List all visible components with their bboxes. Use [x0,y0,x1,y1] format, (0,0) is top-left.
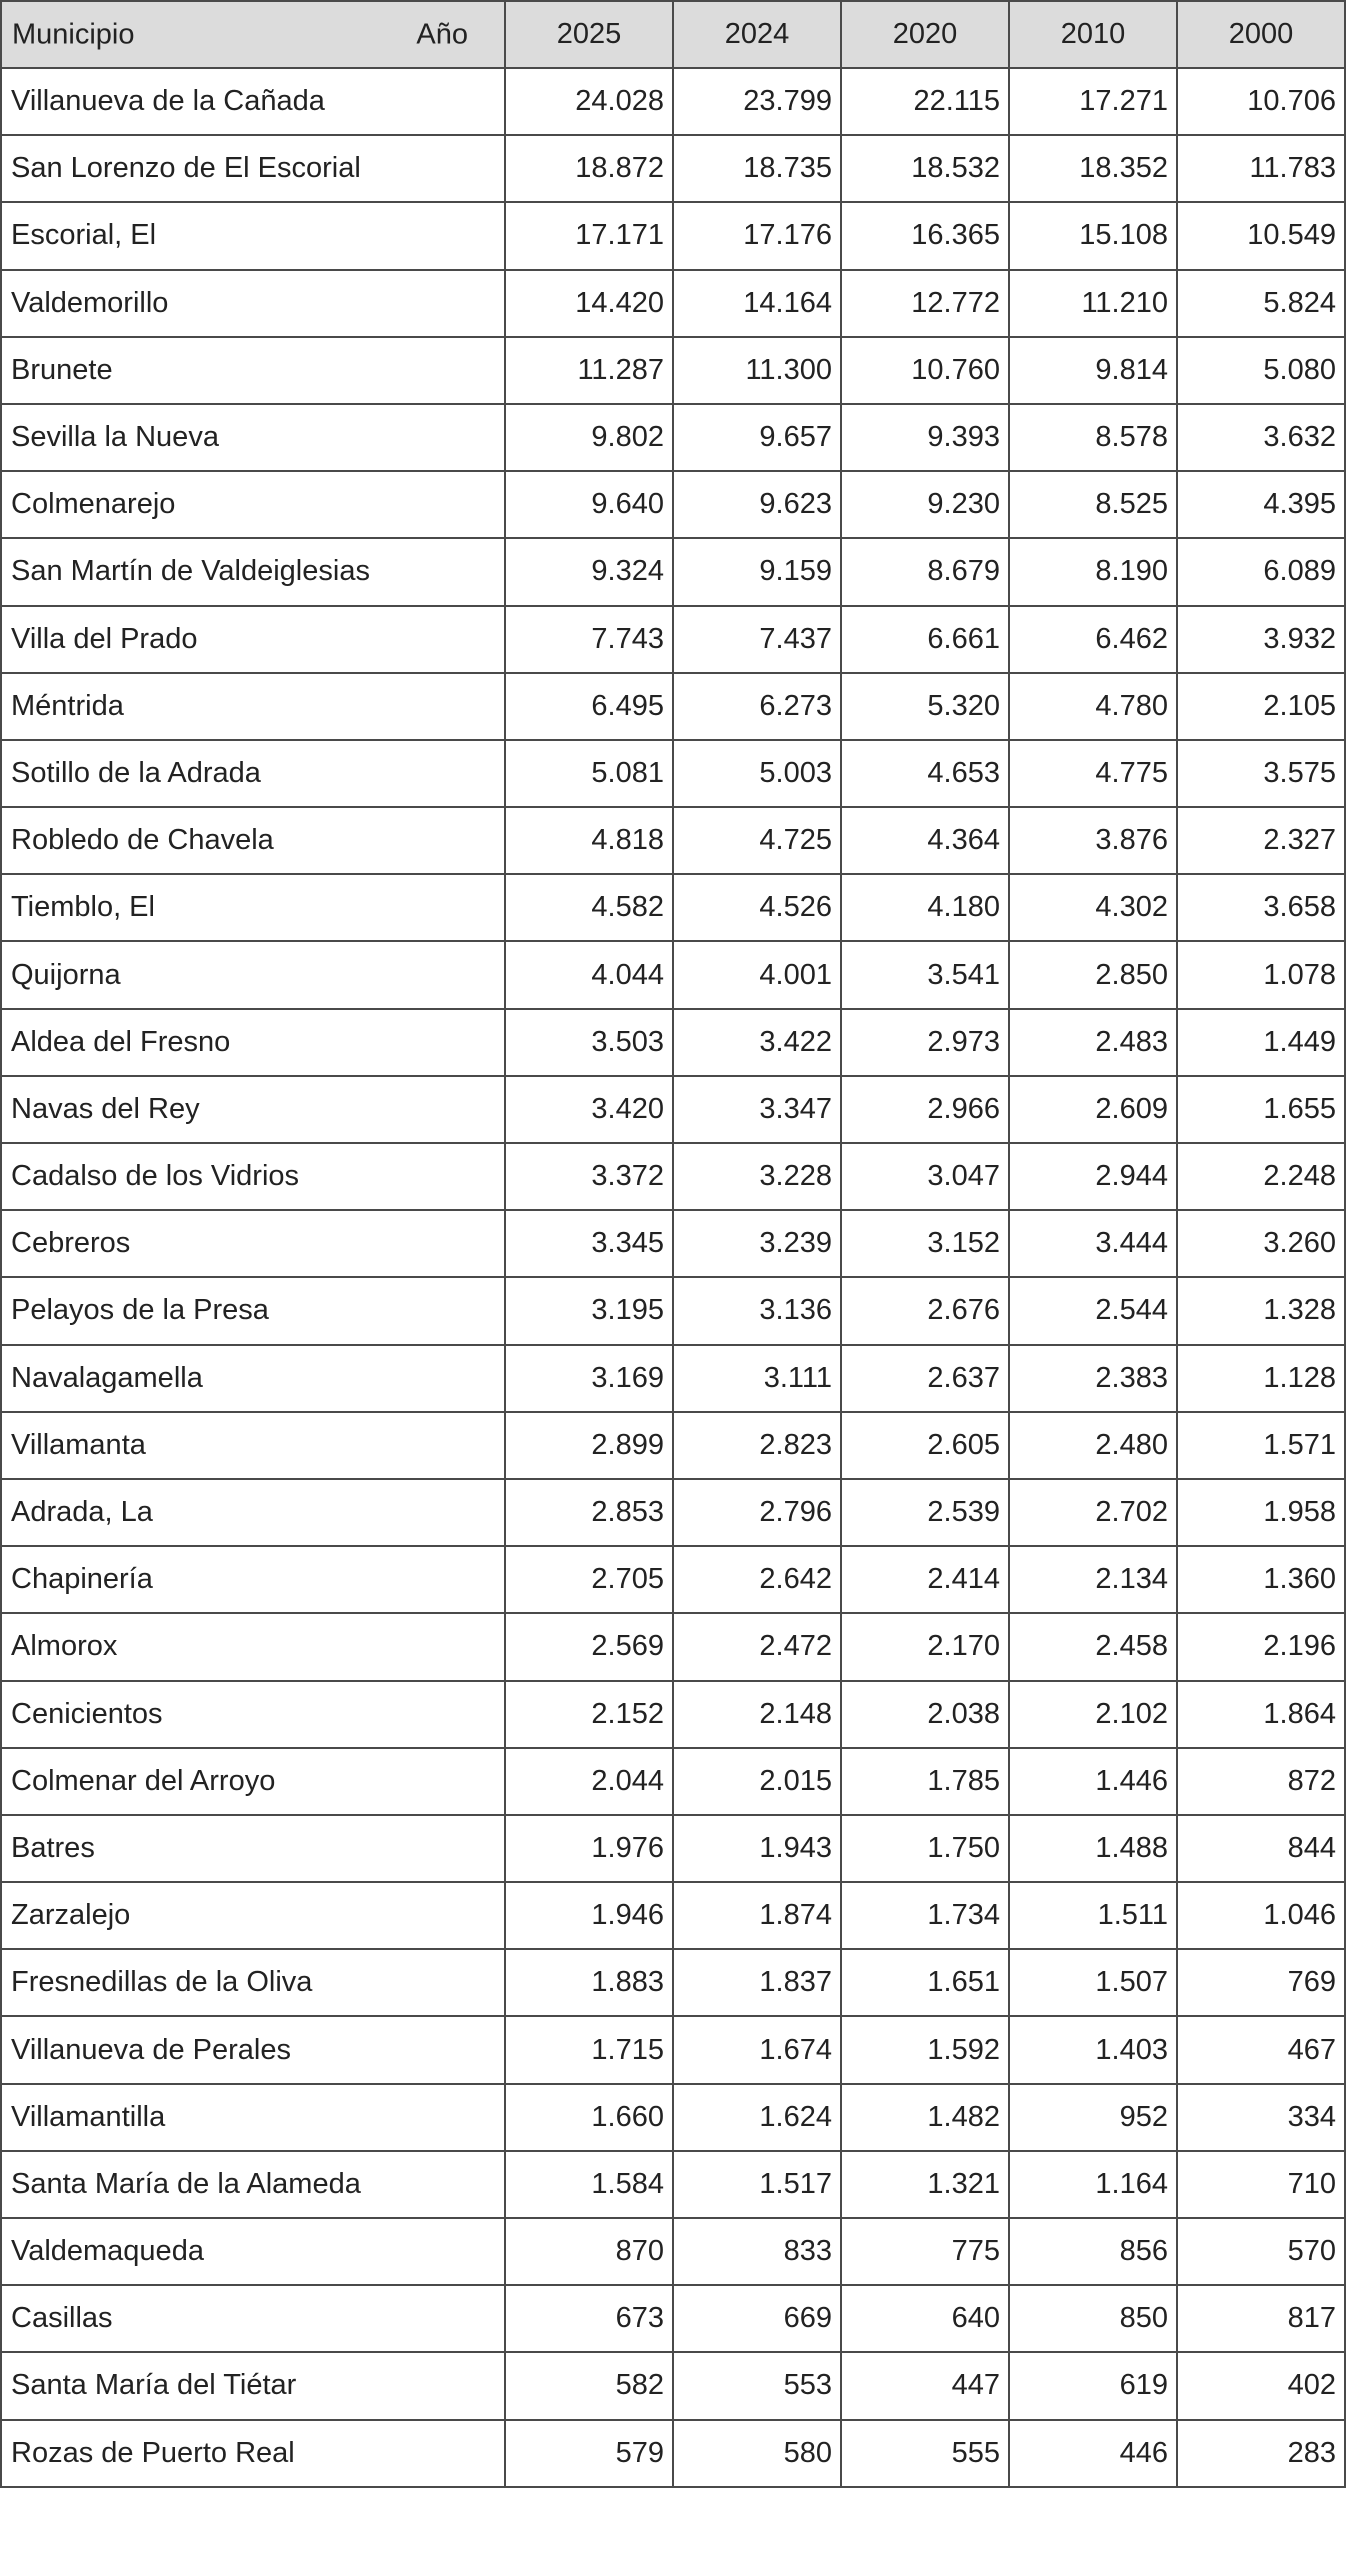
population-cell-2020: 4.653 [841,740,1009,807]
population-cell-2025: 6.495 [505,673,673,740]
population-cell-2025: 1.976 [505,1815,673,1882]
population-cell-2000: 283 [1177,2420,1345,2487]
municipio-name-cell: Cadalso de los Vidrios [1,1143,505,1210]
header-year-2020: 2020 [841,1,1009,68]
municipio-name-cell: Santa María del Tiétar [1,2352,505,2419]
municipio-name-cell: Valdemaqueda [1,2218,505,2285]
population-cell-2025: 2.853 [505,1479,673,1546]
header-year-2000: 2000 [1177,1,1345,68]
population-cell-2025: 3.503 [505,1009,673,1076]
population-cell-2000: 5.824 [1177,270,1345,337]
population-cell-2020: 2.966 [841,1076,1009,1143]
population-cell-2010: 2.483 [1009,1009,1177,1076]
population-cell-2020: 1.482 [841,2084,1009,2151]
population-cell-2010: 4.302 [1009,874,1177,941]
population-cell-2020: 12.772 [841,270,1009,337]
table-row [1,1479,1345,1546]
population-cell-2024: 4.526 [673,874,841,941]
population-cell-2020: 5.320 [841,673,1009,740]
municipio-name-cell: Sevilla la Nueva [1,404,505,471]
population-cell-2024: 1.624 [673,2084,841,2151]
population-cell-2025: 2.152 [505,1681,673,1748]
population-cell-2024: 580 [673,2420,841,2487]
population-cell-2024: 14.164 [673,270,841,337]
population-cell-2024: 2.472 [673,1613,841,1680]
table-row [1,1143,1345,1210]
table-row [1,135,1345,202]
population-cell-2024: 669 [673,2285,841,2352]
population-cell-2025: 579 [505,2420,673,2487]
population-cell-2024: 11.300 [673,337,841,404]
population-cell-2020: 2.676 [841,1277,1009,1344]
population-cell-2000: 570 [1177,2218,1345,2285]
population-cell-2010: 2.944 [1009,1143,1177,1210]
population-cell-2000: 1.655 [1177,1076,1345,1143]
population-cell-2020: 1.734 [841,1882,1009,1949]
population-cell-2020: 22.115 [841,68,1009,135]
population-cell-2024: 18.735 [673,135,841,202]
population-cell-2020: 2.038 [841,1681,1009,1748]
population-cell-2024: 833 [673,2218,841,2285]
population-cell-2025: 9.802 [505,404,673,471]
population-cell-2000: 2.327 [1177,807,1345,874]
population-cell-2010: 18.352 [1009,135,1177,202]
population-cell-2025: 7.743 [505,606,673,673]
population-cell-2025: 4.818 [505,807,673,874]
population-cell-2010: 15.108 [1009,202,1177,269]
municipio-name-cell: San Martín de Valdeiglesias [1,538,505,605]
population-cell-2010: 856 [1009,2218,1177,2285]
population-cell-2020: 1.321 [841,2151,1009,2218]
population-cell-2025: 24.028 [505,68,673,135]
population-cell-2010: 2.609 [1009,1076,1177,1143]
table-row [1,2016,1345,2083]
table-row [1,2352,1345,2419]
municipio-name-cell: Fresnedillas de la Oliva [1,1949,505,2016]
population-cell-2024: 9.623 [673,471,841,538]
population-cell-2010: 8.190 [1009,538,1177,605]
population-cell-2025: 3.420 [505,1076,673,1143]
population-cell-2020: 2.414 [841,1546,1009,1613]
population-cell-2000: 4.395 [1177,471,1345,538]
population-cell-2000: 3.575 [1177,740,1345,807]
population-cell-2025: 2.705 [505,1546,673,1613]
population-cell-2024: 9.159 [673,538,841,605]
table-row [1,807,1345,874]
population-cell-2010: 2.134 [1009,1546,1177,1613]
population-cell-2000: 710 [1177,2151,1345,2218]
table-row [1,471,1345,538]
municipio-name-cell: Adrada, La [1,1479,505,1546]
population-cell-2000: 3.632 [1177,404,1345,471]
population-cell-2025: 9.640 [505,471,673,538]
table-header-row [1,1,1345,68]
municipio-name-cell: Pelayos de la Presa [1,1277,505,1344]
table-row [1,673,1345,740]
municipio-name-cell: Robledo de Chavela [1,807,505,874]
population-cell-2010: 1.164 [1009,2151,1177,2218]
population-cell-2000: 817 [1177,2285,1345,2352]
table-row [1,1815,1345,1882]
table-row [1,337,1345,404]
municipio-name-cell: Quijorna [1,941,505,1008]
population-cell-2025: 2.569 [505,1613,673,1680]
population-cell-2010: 3.444 [1009,1210,1177,1277]
table-row [1,1613,1345,1680]
table-row [1,2420,1345,2487]
table-row [1,606,1345,673]
population-cell-2020: 9.393 [841,404,1009,471]
table-row [1,1546,1345,1613]
municipio-name-cell: Tiemblo, El [1,874,505,941]
population-cell-2000: 769 [1177,1949,1345,2016]
population-cell-2025: 1.883 [505,1949,673,2016]
table-row [1,68,1345,135]
municipio-name-cell: Aldea del Fresno [1,1009,505,1076]
population-cell-2000: 872 [1177,1748,1345,1815]
population-cell-2000: 6.089 [1177,538,1345,605]
population-cell-2025: 2.899 [505,1412,673,1479]
population-cell-2000: 2.248 [1177,1143,1345,1210]
population-cell-2010: 4.775 [1009,740,1177,807]
population-cell-2024: 1.674 [673,2016,841,2083]
population-cell-2010: 446 [1009,2420,1177,2487]
population-cell-2025: 11.287 [505,337,673,404]
population-cell-2024: 5.003 [673,740,841,807]
header-municipio-label: Municipio [12,18,135,50]
municipio-name-cell: Chapinería [1,1546,505,1613]
municipio-name-cell: San Lorenzo de El Escorial [1,135,505,202]
population-cell-2024: 3.422 [673,1009,841,1076]
population-cell-2024: 3.111 [673,1345,841,1412]
population-cell-2000: 467 [1177,2016,1345,2083]
population-cell-2025: 3.345 [505,1210,673,1277]
table-row [1,1882,1345,1949]
table-row [1,1345,1345,1412]
population-cell-2000: 10.706 [1177,68,1345,135]
population-cell-2010: 1.507 [1009,1949,1177,2016]
table-row [1,270,1345,337]
table-row [1,2285,1345,2352]
population-cell-2010: 3.876 [1009,807,1177,874]
table-row [1,1076,1345,1143]
header-year-2024: 2024 [673,1,841,68]
population-cell-2020: 3.047 [841,1143,1009,1210]
population-cell-2024: 3.136 [673,1277,841,1344]
population-cell-2020: 3.541 [841,941,1009,1008]
population-cell-2000: 3.932 [1177,606,1345,673]
table-row [1,2151,1345,2218]
population-cell-2025: 870 [505,2218,673,2285]
municipio-name-cell: Rozas de Puerto Real [1,2420,505,2487]
municipio-name-cell: Sotillo de la Adrada [1,740,505,807]
population-cell-2020: 8.679 [841,538,1009,605]
population-cell-2024: 3.239 [673,1210,841,1277]
population-cell-2000: 1.864 [1177,1681,1345,1748]
table-row [1,1681,1345,1748]
population-cell-2024: 2.148 [673,1681,841,1748]
population-cell-2000: 1.128 [1177,1345,1345,1412]
population-cell-2025: 14.420 [505,270,673,337]
population-cell-2025: 1.715 [505,2016,673,2083]
municipio-name-cell: Cenicientos [1,1681,505,1748]
population-cell-2010: 952 [1009,2084,1177,2151]
population-cell-2024: 2.015 [673,1748,841,1815]
population-cell-2010: 8.578 [1009,404,1177,471]
population-cell-2010: 4.780 [1009,673,1177,740]
population-cell-2010: 2.458 [1009,1613,1177,1680]
table-row [1,2218,1345,2285]
population-cell-2010: 2.383 [1009,1345,1177,1412]
population-cell-2024: 9.657 [673,404,841,471]
population-cell-2010: 6.462 [1009,606,1177,673]
population-cell-2020: 1.592 [841,2016,1009,2083]
population-cell-2010: 850 [1009,2285,1177,2352]
municipio-name-cell: Colmenar del Arroyo [1,1748,505,1815]
population-cell-2025: 17.171 [505,202,673,269]
population-cell-2000: 334 [1177,2084,1345,2151]
population-cell-2020: 9.230 [841,471,1009,538]
population-cell-2020: 10.760 [841,337,1009,404]
population-cell-2020: 2.637 [841,1345,1009,1412]
population-cell-2020: 2.605 [841,1412,1009,1479]
population-cell-2000: 1.958 [1177,1479,1345,1546]
population-cell-2025: 1.584 [505,2151,673,2218]
population-cell-2025: 1.946 [505,1882,673,1949]
population-cell-2010: 2.480 [1009,1412,1177,1479]
population-cell-2024: 1.943 [673,1815,841,1882]
header-year-2010: 2010 [1009,1,1177,68]
population-cell-2020: 2.170 [841,1613,1009,1680]
population-cell-2010: 619 [1009,2352,1177,2419]
population-cell-2025: 3.195 [505,1277,673,1344]
population-cell-2025: 3.169 [505,1345,673,1412]
table-row [1,1277,1345,1344]
population-cell-2025: 2.044 [505,1748,673,1815]
population-cell-2024: 17.176 [673,202,841,269]
table-row [1,538,1345,605]
municipio-name-cell: Cebreros [1,1210,505,1277]
population-cell-2010: 2.702 [1009,1479,1177,1546]
municipio-name-cell: Villanueva de Perales [1,2016,505,2083]
population-cell-2020: 775 [841,2218,1009,2285]
table-row [1,740,1345,807]
population-cell-2025: 582 [505,2352,673,2419]
population-cell-2010: 1.488 [1009,1815,1177,1882]
municipio-name-cell: Batres [1,1815,505,1882]
population-cell-2020: 555 [841,2420,1009,2487]
population-cell-2025: 673 [505,2285,673,2352]
table-row [1,2084,1345,2151]
population-cell-2025: 18.872 [505,135,673,202]
population-cell-2024: 2.642 [673,1546,841,1613]
population-cell-2024: 3.228 [673,1143,841,1210]
population-cell-2025: 4.044 [505,941,673,1008]
population-cell-2020: 16.365 [841,202,1009,269]
population-cell-2020: 640 [841,2285,1009,2352]
population-cell-2020: 4.180 [841,874,1009,941]
population-cell-2000: 11.783 [1177,135,1345,202]
municipio-name-cell: Villamantilla [1,2084,505,2151]
table-row [1,1009,1345,1076]
municipio-name-cell: Villa del Prado [1,606,505,673]
population-cell-2000: 1.328 [1177,1277,1345,1344]
population-cell-2020: 2.973 [841,1009,1009,1076]
population-cell-2000: 1.046 [1177,1882,1345,1949]
population-cell-2020: 1.651 [841,1949,1009,2016]
population-cell-2000: 10.549 [1177,202,1345,269]
population-cell-2000: 402 [1177,2352,1345,2419]
population-cell-2010: 2.850 [1009,941,1177,1008]
municipio-name-cell: Almorox [1,1613,505,1680]
population-cell-2020: 6.661 [841,606,1009,673]
population-cell-2000: 844 [1177,1815,1345,1882]
population-cell-2000: 1.571 [1177,1412,1345,1479]
table-row [1,1210,1345,1277]
population-cell-2020: 1.785 [841,1748,1009,1815]
population-cell-2020: 447 [841,2352,1009,2419]
municipio-name-cell: Colmenarejo [1,471,505,538]
population-cell-2020: 3.152 [841,1210,1009,1277]
population-cell-2010: 1.446 [1009,1748,1177,1815]
municipio-name-cell: Villanueva de la Cañada [1,68,505,135]
population-cell-2010: 1.403 [1009,2016,1177,2083]
header-year-label: Año [416,18,468,50]
table-row [1,202,1345,269]
population-cell-2024: 23.799 [673,68,841,135]
population-cell-2000: 1.360 [1177,1546,1345,1613]
municipio-name-cell: Navalagamella [1,1345,505,1412]
population-cell-2000: 1.078 [1177,941,1345,1008]
header-year-2025: 2025 [505,1,673,68]
population-cell-2025: 1.660 [505,2084,673,2151]
municipio-name-cell: Valdemorillo [1,270,505,337]
population-cell-2010: 17.271 [1009,68,1177,135]
population-cell-2010: 11.210 [1009,270,1177,337]
population-cell-2010: 1.511 [1009,1882,1177,1949]
population-cell-2020: 18.532 [841,135,1009,202]
municipio-name-cell: Escorial, El [1,202,505,269]
population-cell-2010: 2.544 [1009,1277,1177,1344]
population-cell-2010: 2.102 [1009,1681,1177,1748]
population-cell-2024: 2.823 [673,1412,841,1479]
population-cell-2000: 2.196 [1177,1613,1345,1680]
population-cell-2024: 3.347 [673,1076,841,1143]
table-row [1,941,1345,1008]
table-row [1,1949,1345,2016]
municipio-name-cell: Casillas [1,2285,505,2352]
municipio-name-cell: Navas del Rey [1,1076,505,1143]
header-municipio-year-cell [1,1,505,68]
municipio-name-cell: Villamanta [1,1412,505,1479]
population-cell-2024: 1.874 [673,1882,841,1949]
table-body [1,68,1345,2487]
population-cell-2024: 4.001 [673,941,841,1008]
population-cell-2024: 6.273 [673,673,841,740]
population-cell-2000: 3.260 [1177,1210,1345,1277]
table-row [1,1412,1345,1479]
table-row [1,404,1345,471]
population-cell-2024: 7.437 [673,606,841,673]
population-cell-2010: 8.525 [1009,471,1177,538]
population-cell-2000: 3.658 [1177,874,1345,941]
population-cell-2024: 2.796 [673,1479,841,1546]
population-cell-2000: 2.105 [1177,673,1345,740]
municipio-name-cell: Santa María de la Alameda [1,2151,505,2218]
population-cell-2025: 3.372 [505,1143,673,1210]
population-cell-2000: 1.449 [1177,1009,1345,1076]
population-cell-2025: 9.324 [505,538,673,605]
population-cell-2010: 9.814 [1009,337,1177,404]
table-row [1,874,1345,941]
population-cell-2025: 4.582 [505,874,673,941]
population-cell-2020: 2.539 [841,1479,1009,1546]
municipio-name-cell: Méntrida [1,673,505,740]
population-cell-2020: 4.364 [841,807,1009,874]
municipio-name-cell: Brunete [1,337,505,404]
population-cell-2024: 1.517 [673,2151,841,2218]
population-cell-2024: 4.725 [673,807,841,874]
table-row [1,1748,1345,1815]
population-cell-2025: 5.081 [505,740,673,807]
population-cell-2024: 553 [673,2352,841,2419]
population-cell-2024: 1.837 [673,1949,841,2016]
population-cell-2000: 5.080 [1177,337,1345,404]
municipio-name-cell: Zarzalejo [1,1882,505,1949]
population-cell-2020: 1.750 [841,1815,1009,1882]
